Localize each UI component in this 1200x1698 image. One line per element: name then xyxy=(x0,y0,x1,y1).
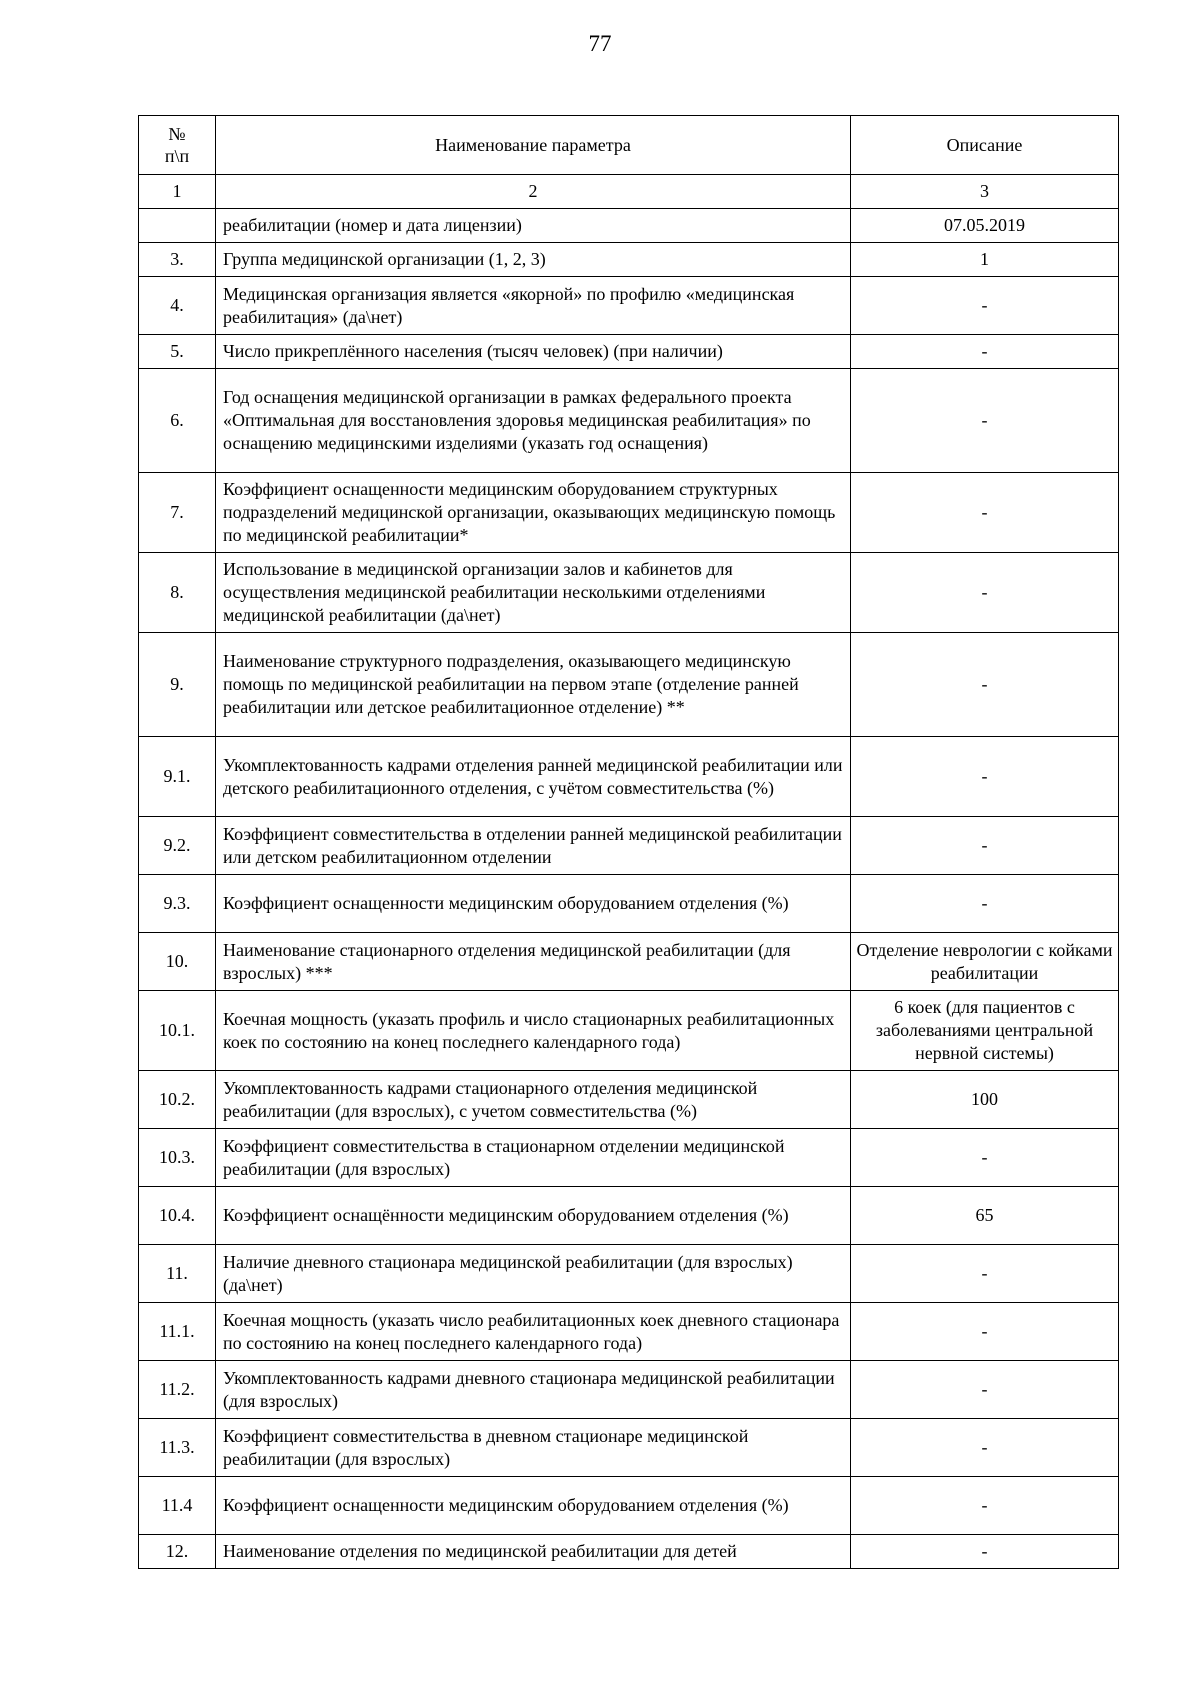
table-row xyxy=(139,737,1119,817)
header-number xyxy=(139,116,216,175)
parameter-name: Укомплектованность кадрами дневного стационара медицинской реабилитации (для взрослых) xyxy=(216,1361,851,1419)
parameter-name: Коечная мощность (указать профиль и число стационарных реабилитационных коек по состоянию на конец последнего календарного года) xyxy=(216,991,851,1071)
parameters-table xyxy=(138,115,1119,1569)
parameter-name: Наименование стационарного отделения медицинской реабилитации (для взрослых) *** xyxy=(216,933,851,991)
header-number-label: п\п xyxy=(164,146,190,166)
parameter-description: - xyxy=(851,1303,1119,1361)
parameter-name: Коэффициент совместительства в отделении ранней медицинской реабилитации или детском реабилитационном отделении xyxy=(216,817,851,875)
parameter-description: 1 xyxy=(851,243,1119,277)
parameter-description: - xyxy=(851,1129,1119,1187)
row-number: 11.2. xyxy=(139,1361,216,1419)
parameter-description: 100 xyxy=(851,1071,1119,1129)
parameter-name: Коэффициент оснащенности медицинским оборудованием отделения (%) xyxy=(216,875,851,933)
parameter-name: Укомплектованность кадрами отделения ранней медицинской реабилитации или детского реабилитационного отделения, с учётом совместительства (%) xyxy=(216,737,851,817)
table-row xyxy=(139,1071,1119,1129)
table-row xyxy=(139,243,1119,277)
parameter-name: Коэффициент совместительства в дневном стационаре медицинской реабилитации (для взрослых) xyxy=(216,1419,851,1477)
row-number: 7. xyxy=(139,473,216,553)
row-number: 10.2. xyxy=(139,1071,216,1129)
row-number: 8. xyxy=(139,553,216,633)
parameter-name: Коэффициент оснащенности медицинским оборудованием отделения (%) xyxy=(216,1477,851,1535)
row-number: 11. xyxy=(139,1245,216,1303)
parameter-name: Число прикреплённого населения (тысяч человек) (при наличии) xyxy=(216,335,851,369)
table-row xyxy=(139,473,1119,553)
column-number: 1 xyxy=(139,175,216,209)
parameter-name: Коэффициент совместительства в стационарном отделении медицинской реабилитации (для взрослых) xyxy=(216,1129,851,1187)
table-row xyxy=(139,1187,1119,1245)
parameter-description: - xyxy=(851,1245,1119,1303)
row-number: 6. xyxy=(139,369,216,473)
parameter-description: - xyxy=(851,1477,1119,1535)
row-number: 10.3. xyxy=(139,1129,216,1187)
row-number: 11.3. xyxy=(139,1419,216,1477)
parameter-description: Отделение неврологии с койками реабилитации xyxy=(851,933,1119,991)
row-number: 11.4 xyxy=(139,1477,216,1535)
parameter-name: Укомплектованность кадрами стационарного отделения медицинской реабилитации (для взрослых), с учетом совместительства (%) xyxy=(216,1071,851,1129)
table-row xyxy=(139,1477,1119,1535)
header-parameter-name: Наименование параметра xyxy=(216,116,851,175)
row-number: 9.2. xyxy=(139,817,216,875)
table-row xyxy=(139,335,1119,369)
parameter-name: Коечная мощность (указать число реабилитационных коек дневного стационара по состоянию на конец последнего календарного года) xyxy=(216,1303,851,1361)
table-row xyxy=(139,553,1119,633)
row-number xyxy=(139,209,216,243)
table-row xyxy=(139,633,1119,737)
table-row xyxy=(139,817,1119,875)
parameter-name: Использование в медицинской организации залов и кабинетов для осуществления медицинской реабилитации несколькими отделениями медицинской реабилитации (да\нет) xyxy=(216,553,851,633)
parameter-name: Медицинская организация является «якорной» по профилю «медицинская реабилитация» (да\нет) xyxy=(216,277,851,335)
parameter-description: - xyxy=(851,737,1119,817)
table-row xyxy=(139,933,1119,991)
parameter-description: - xyxy=(851,817,1119,875)
parameter-description: - xyxy=(851,369,1119,473)
row-number: 9.3. xyxy=(139,875,216,933)
row-number: 12. xyxy=(139,1535,216,1569)
parameter-description: - xyxy=(851,553,1119,633)
header-description: Описание xyxy=(851,116,1119,175)
table-row xyxy=(139,1303,1119,1361)
parameter-description: - xyxy=(851,335,1119,369)
row-number: 5. xyxy=(139,335,216,369)
parameter-description: - xyxy=(851,1535,1119,1569)
table-row xyxy=(139,1361,1119,1419)
row-number: 10.4. xyxy=(139,1187,216,1245)
parameter-name: Коэффициент оснащённости медицинским оборудованием отделения (%) xyxy=(216,1187,851,1245)
parameter-description: - xyxy=(851,473,1119,553)
parameter-description: - xyxy=(851,1361,1119,1419)
parameter-name: Год оснащения медицинской организации в рамках федерального проекта «Оптимальная для восстановления здоровья медицинская реабилитация» по оснащению медицинскими изделиями (указать год оснащения) xyxy=(216,369,851,473)
parameter-description: 07.05.2019 xyxy=(851,209,1119,243)
page-number: 77 xyxy=(588,31,612,56)
parameter-description: - xyxy=(851,1419,1119,1477)
parameter-description: - xyxy=(851,277,1119,335)
parameter-name: Наименование структурного подразделения, оказывающего медицинскую помощь по медицинской реабилитации на первом этапе (отделение ранней реабилитации или детское реабилитационное отделение) ** xyxy=(216,633,851,737)
row-number: 3. xyxy=(139,243,216,277)
table-row xyxy=(139,875,1119,933)
parameter-description: - xyxy=(851,633,1119,737)
parameter-name: реабилитации (номер и дата лицензии) xyxy=(216,209,851,243)
parameter-name: Коэффициент оснащенности медицинским оборудованием структурных подразделений медицинской организации, оказывающих медицинскую помощь по медицинской реабилитации* xyxy=(216,473,851,553)
parameter-description: 6 коек (для пациентов с заболеваниями центральной нервной системы) xyxy=(851,991,1119,1071)
parameter-name: Наименование отделения по медицинской реабилитации для детей xyxy=(216,1535,851,1569)
column-numbers-row xyxy=(139,175,1119,209)
column-number: 3 xyxy=(851,175,1119,209)
table-row xyxy=(139,1535,1119,1569)
table-row xyxy=(139,1129,1119,1187)
parameter-description: 65 xyxy=(851,1187,1119,1245)
table-row xyxy=(139,991,1119,1071)
row-number: 4. xyxy=(139,277,216,335)
parameter-name: Наличие дневного стационара медицинской реабилитации (для взрослых) (да\нет) xyxy=(216,1245,851,1303)
row-number: 9. xyxy=(139,633,216,737)
table-row xyxy=(139,1245,1119,1303)
parameter-description: - xyxy=(851,875,1119,933)
table-row xyxy=(139,1419,1119,1477)
table-row xyxy=(139,277,1119,335)
header-number-symbol: № xyxy=(168,124,186,144)
table-header-row xyxy=(139,116,1119,175)
table-row xyxy=(139,209,1119,243)
row-number: 10. xyxy=(139,933,216,991)
row-number: 10.1. xyxy=(139,991,216,1071)
column-number: 2 xyxy=(216,175,851,209)
table-row xyxy=(139,369,1119,473)
row-number: 9.1. xyxy=(139,737,216,817)
parameter-name: Группа медицинской организации (1, 2, 3) xyxy=(216,243,851,277)
row-number: 11.1. xyxy=(139,1303,216,1361)
